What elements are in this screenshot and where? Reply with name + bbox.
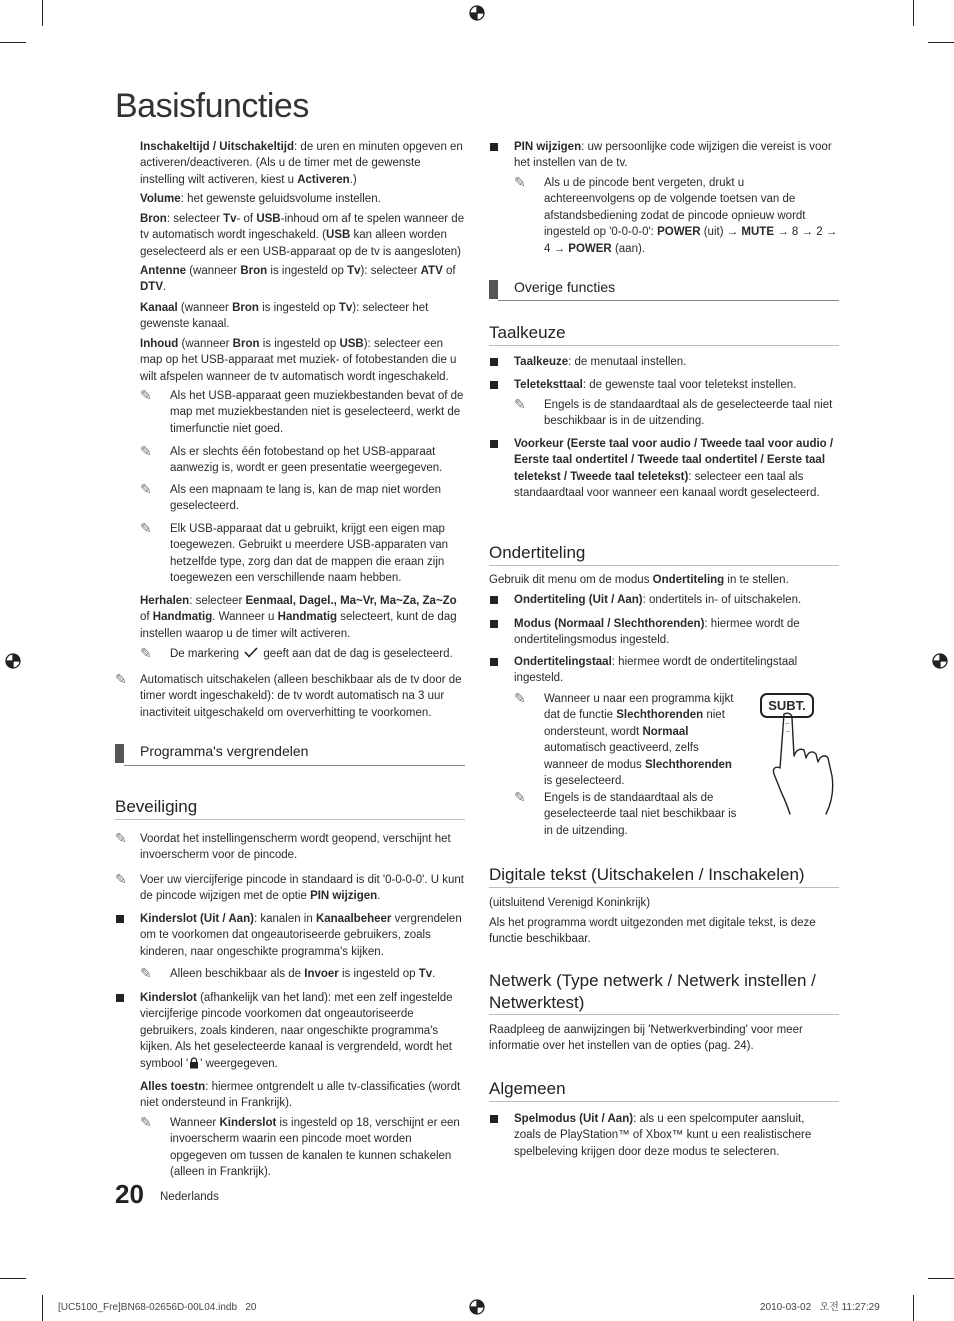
paragraph-inhoud	[140, 336, 468, 385]
lock-icon	[189, 1057, 199, 1069]
hand-pointer-icon	[770, 710, 842, 818]
note-text: Als het USB-apparaat geen muziekbestanden bevat of de map met muziekbestanden niet is geselecteerd, werkt de timerfunctie niet goed.	[170, 390, 464, 435]
text: Gebruik dit menu om de modus	[489, 574, 653, 586]
term: USB	[339, 338, 364, 350]
page-number: 20	[115, 1179, 144, 1209]
bullet	[490, 1115, 498, 1123]
term: ATV	[420, 265, 443, 277]
text: ' weergegeven.	[200, 1057, 278, 1070]
text: (wanneer	[186, 265, 241, 277]
text: : de gewenste taal voor teletekst instellen.	[582, 379, 797, 391]
subt-button-illustration: SUBT.	[760, 693, 814, 718]
text: is geselecteerd.	[544, 775, 625, 788]
heading-rule	[489, 1101, 839, 1102]
text: Wanneer u naar een programma kijkt dat de functie	[544, 693, 734, 722]
term: Inschakeltijd / Uitschakeltijd	[140, 141, 295, 153]
note-icon: ✎	[140, 965, 152, 981]
section-bar	[115, 744, 124, 763]
note-icon: ✎	[140, 645, 152, 661]
text: ): selecteer het gewenste kanaal.	[140, 302, 429, 331]
page-language: Nederlands	[160, 1191, 219, 1203]
term: Kinderslot	[219, 1117, 277, 1129]
bullet	[490, 143, 498, 151]
heading-digitale-tekst: Digitale tekst (Uitschakelen / Inschakelen)	[489, 865, 805, 884]
text: Als u de pincode bent vergeten, drukt u achtereenvolgens op de volgende toetsen van de afstandsbediening zodat de pincode opnieuw wordt ingesteld op '0-0-0-0':	[544, 177, 806, 239]
term: Invoer	[304, 968, 339, 980]
text: Voer uw viercijferige pincode in standaard is dit '0-0-0-0'. U kunt de pincode wijzigen met de optie	[140, 874, 464, 903]
text: (aan).	[611, 242, 645, 255]
term: Inhoud	[140, 338, 179, 350]
text: is ingesteld op	[267, 265, 348, 277]
bullet	[490, 358, 498, 366]
heading-rule	[489, 1014, 839, 1015]
term: Ondertiteling	[652, 574, 725, 586]
heading-netwerk: Netwerk (Type netwerk / Netwerk instellen / Netwerktest)	[489, 971, 816, 1012]
term: Ondertitelingstaal	[514, 656, 612, 668]
term: Bron	[140, 213, 167, 225]
paragraph-digitale-tekst: Als het programma wordt uitgezonden met digitale tekst, is deze functie beschikbaar.	[489, 917, 816, 946]
heading-rule	[489, 565, 839, 566]
term: Bron	[232, 338, 260, 350]
registration-mark-icon	[931, 652, 949, 670]
section-rule	[498, 300, 839, 301]
text: (uit) →	[700, 226, 742, 239]
text: selecteert, kunt de dag instellen waarop u de timer wilt activeren.	[140, 611, 457, 640]
bullet	[490, 658, 498, 666]
note-text	[140, 872, 466, 905]
text: geeft aan dat de dag is geselecteerd.	[260, 648, 453, 660]
term: Modus (Normaal / Slechthorenden)	[514, 618, 705, 630]
text: - of	[236, 213, 257, 225]
term: Eenmaal, Dagel., Ma~Vr, Ma~Za, Za~Zo	[245, 595, 457, 607]
section-heading: Overige functies	[514, 279, 616, 295]
paragraph-pin-wijzigen	[514, 139, 838, 172]
bullet	[116, 994, 124, 1002]
text: .	[432, 968, 436, 980]
text: : kanalen in	[253, 913, 316, 925]
registration-mark-icon	[4, 652, 22, 670]
text: .	[163, 281, 167, 294]
term: Spelmodus (Uit / Aan)	[514, 1113, 634, 1125]
term: Taalkeuze	[514, 356, 569, 368]
paragraph-ondertiteling-intro	[489, 572, 839, 588]
paragraph-bron	[140, 211, 468, 260]
paragraph-ondertitelingstaal	[514, 654, 838, 687]
note-icon: ✎	[140, 387, 152, 403]
text: niet ondersteunt, wordt	[544, 709, 725, 738]
note-text: Engels is de standaardtaal als de geselecteerde taal niet beschikbaar is in de uitzending.	[544, 792, 737, 837]
text: automatisch geactiveerd, zelfs wanneer de modus	[544, 742, 699, 771]
text: : de menutaal instellen.	[568, 356, 687, 368]
note-icon: ✎	[514, 396, 526, 412]
text: → 8 → 2 → 4 →	[544, 226, 838, 255]
term: PIN wijzigen	[310, 890, 378, 903]
bullet	[490, 596, 498, 604]
section-heading: Programma's vergrendelen	[140, 743, 309, 759]
term: Normaal	[642, 725, 689, 738]
text: : de uren en minuten opgeven en activeren/deactiveren. (Als u de timer met de gewenste instelling wilt activeren, kiest u	[140, 141, 463, 186]
term: Kinderslot (Uit / Aan)	[140, 913, 254, 925]
bullet	[490, 440, 498, 448]
bullet	[116, 915, 124, 923]
paragraph-antenne	[140, 263, 466, 296]
text: is ingesteld op 18, verschijnt er een invoerscherm waarin een pincode moet worden opgegeven om tussen de kanalen te kunnen schakelen (alleen in Frankrijk).	[170, 1117, 460, 1179]
note-icon: ✎	[140, 1114, 152, 1130]
bullet	[490, 381, 498, 389]
term: USB	[326, 229, 351, 242]
text: Alleen beschikbaar als de	[170, 968, 305, 980]
text: is ingesteld op	[258, 302, 339, 314]
text: . Wanneer u	[212, 611, 278, 624]
note-icon: ✎	[140, 443, 152, 459]
section-rule	[124, 765, 465, 766]
note-text	[544, 175, 838, 257]
heading-rule	[489, 887, 839, 888]
note-icon: ✎	[115, 830, 127, 846]
crop-mark	[42, 1295, 43, 1321]
paragraph-spelmodus	[514, 1111, 830, 1160]
term: DTV	[140, 281, 163, 294]
text: (afhankelijk van het land): met een zelf ingestelde viercijferige pincode voorkomen dat ongeautoriseerde gebruikers, zoals kinderen, naar ongeschikte programma's kijken. Als het geselecteerde kanaal is vergrendeld, wordt het symbool '	[140, 992, 453, 1070]
text: : hiermee ontgrendelt u alle tv-classificaties (wordt niet ondersteund in Frankrijk).	[140, 1081, 461, 1110]
term: Volume	[140, 193, 181, 205]
bullet	[490, 620, 498, 628]
note-text: Elk USB-apparaat dat u gebruikt, krijgt een eigen map toegewezen. Gebruikt u meerdere USB-apparaten van hetzelfde type, zorg dan dat de mappen die eraan zijn toegewezen een verschillende naam hebben.	[170, 523, 449, 585]
crop-mark	[913, 0, 914, 26]
crop-mark	[928, 42, 954, 43]
text: ): selecteer een map op het USB-apparaat met muziek- of fotobestanden die u wilt afspelen wanneer de tv automatisch wordt ingeschakeld.	[140, 338, 457, 383]
note-text: Engels is de standaardtaal als de geselecteerde taal niet beschikbaar is in de uitzending.	[544, 399, 833, 428]
crop-mark	[0, 42, 26, 43]
term: Tv	[338, 302, 353, 314]
registration-mark-icon	[468, 4, 486, 22]
crop-mark	[42, 0, 43, 26]
paragraph-kanaal	[140, 300, 466, 333]
heading-rule	[115, 819, 465, 820]
paragraph-alles-toestn	[140, 1079, 468, 1112]
paragraph-volume	[140, 191, 466, 207]
note-text: Automatisch uitschakelen (alleen beschikbaar als de tv door de timer wordt ingeschakeld): de tv wordt automatisch na 3 uur inactiviteit uitgeschakeld om oververhitting te voorkomen.	[140, 674, 462, 719]
term: Slechthorenden	[645, 758, 732, 771]
text: : selecteer	[166, 213, 224, 225]
term: Bron	[232, 302, 259, 314]
text: -inhoud om af te spelen wanneer de tv automatisch wordt ingeschakeld. (	[140, 213, 465, 242]
note-icon: ✎	[115, 871, 127, 887]
note-icon: ✎	[514, 174, 526, 190]
paragraph-ondertiteling	[514, 592, 838, 608]
term: Kanaal	[140, 302, 178, 314]
text: .	[377, 890, 381, 903]
text: .)	[349, 173, 357, 186]
text: : het gewenste geluidsvolume instellen.	[180, 193, 381, 205]
paragraph-kinderslot-land	[140, 990, 468, 1072]
paragraph-voorkeur	[514, 436, 840, 502]
term: Herhalen	[140, 595, 190, 607]
paragraph-herhalen	[140, 593, 468, 642]
page-title: Basisfuncties	[115, 87, 309, 125]
term: Handmatig	[152, 611, 213, 624]
paragraph-inschakeltijd	[140, 139, 466, 188]
text: De markering	[170, 648, 243, 660]
crop-mark	[0, 1278, 26, 1279]
note-text	[544, 691, 740, 789]
term: USB	[256, 213, 281, 225]
term: PIN wijzigen	[514, 141, 582, 153]
text: in te stellen.	[724, 574, 789, 586]
heading-beveiliging: Beveiliging	[115, 797, 198, 816]
text: kan alleen worden geselecteerd als er een USB-apparaat op de tv is aangesloten)	[140, 229, 461, 258]
term: Bron	[240, 265, 268, 277]
term: Tv	[418, 968, 433, 980]
note-text: Voordat het instellingenscherm wordt geopend, verschijnt het invoerscherm voor de pincode.	[140, 833, 451, 862]
text: is ingesteld op	[338, 968, 419, 980]
note-icon: ✎	[514, 690, 526, 706]
note-icon: ✎	[140, 520, 152, 536]
paragraph-teleteksttaal	[514, 377, 838, 393]
note-text: Als een mapnaam te lang is, kan de map niet worden geselecteerd.	[170, 484, 442, 513]
term: MUTE	[741, 226, 775, 239]
note-text	[170, 1115, 466, 1181]
text: : uw persoonlijke code wijzigen die vereist is voor het instellen van de tv.	[514, 141, 832, 170]
footer-file: [UC5100_Fre]BN68-02656D-00L04.indb 20	[58, 1302, 257, 1313]
crop-mark	[913, 1295, 914, 1321]
text: : ondertitels in- of uitschakelen.	[642, 594, 802, 606]
section-bar	[489, 280, 498, 299]
paragraph-netwerk: Raadpleeg de aanwijzingen bij 'Netwerkverbinding' voor meer informatie over het instellen van de opties (pag. 24).	[489, 1024, 803, 1053]
term: POWER	[568, 242, 612, 255]
heading-algemeen: Algemeen	[489, 1079, 566, 1098]
note-icon: ✎	[514, 789, 526, 805]
text: of	[140, 611, 153, 624]
paragraph-kinderslot	[140, 911, 466, 960]
text: : selecteer een taal als standaardtaal voor wanneer een kanaal wordt geselecteerd.	[514, 470, 820, 500]
text: ): selecteer	[360, 265, 421, 277]
note-text: Als er slechts één fotobestand op het USB-apparaat aanwezig is, wordt er geen presentatie weergegeven.	[170, 446, 443, 475]
text: is ingesteld op	[259, 338, 340, 350]
paragraph-uk-only: (uitsluitend Verenigd Koninkrijk)	[489, 897, 651, 909]
note-icon: ✎	[140, 481, 152, 497]
term: POWER	[657, 226, 701, 239]
footer-date: 2010-03-02 오전 11:27:29	[760, 1302, 880, 1313]
text: : als u een spelcomputer aansluit, zoals de PlayStation™ of Xbox™ kunt u een realistischere spelbeleving krijgen door deze modus te selecteren.	[514, 1113, 812, 1158]
term: Kanaalbeheer	[315, 913, 392, 925]
term: Antenne	[140, 265, 186, 277]
checkmark-icon	[244, 647, 258, 658]
term: Tv	[223, 213, 237, 225]
text: (wanneer	[178, 338, 233, 350]
text: (wanneer	[177, 302, 233, 314]
paragraph-taalkeuze	[514, 354, 838, 370]
text: : hiermee wordt de ondertitelingsmodus ingesteld.	[514, 618, 800, 647]
text: of	[442, 265, 456, 277]
text: : selecteer	[189, 595, 246, 607]
text: Wanneer	[170, 1117, 220, 1129]
paragraph-modus	[514, 616, 838, 649]
text: : hiermee wordt de ondertitelingstaal ingesteld.	[514, 656, 798, 685]
term: Handmatig	[277, 611, 338, 624]
note-icon: ✎	[115, 671, 127, 687]
note-text	[170, 966, 466, 982]
term: Tv	[347, 265, 361, 277]
heading-rule	[489, 345, 839, 346]
note-text	[170, 646, 466, 662]
registration-mark-icon	[468, 1298, 486, 1316]
crop-mark	[928, 1278, 954, 1279]
term: Ondertiteling (Uit / Aan)	[514, 594, 643, 606]
term: Voorkeur (Eerste taal voor audio / Tweede taal voor audio / Eerste taal ondertitel / Tweede taal ondertitel / Eerste taal teletekst / Tweede taal teletekst)	[514, 438, 834, 483]
term: Teleteksttaal	[514, 379, 583, 391]
term: Kinderslot	[140, 992, 197, 1004]
term: Alles toestn	[140, 1081, 206, 1093]
term: Slechthorenden	[616, 709, 704, 722]
term: Activeren	[297, 173, 350, 186]
text: vergrendelen om te voorkomen dat ongeautoriseerde gebruikers, zoals kinderen, naar ongeschikte programma's kijken.	[140, 913, 462, 958]
heading-ondertiteling: Ondertiteling	[489, 543, 586, 562]
heading-taalkeuze: Taalkeuze	[489, 323, 566, 342]
